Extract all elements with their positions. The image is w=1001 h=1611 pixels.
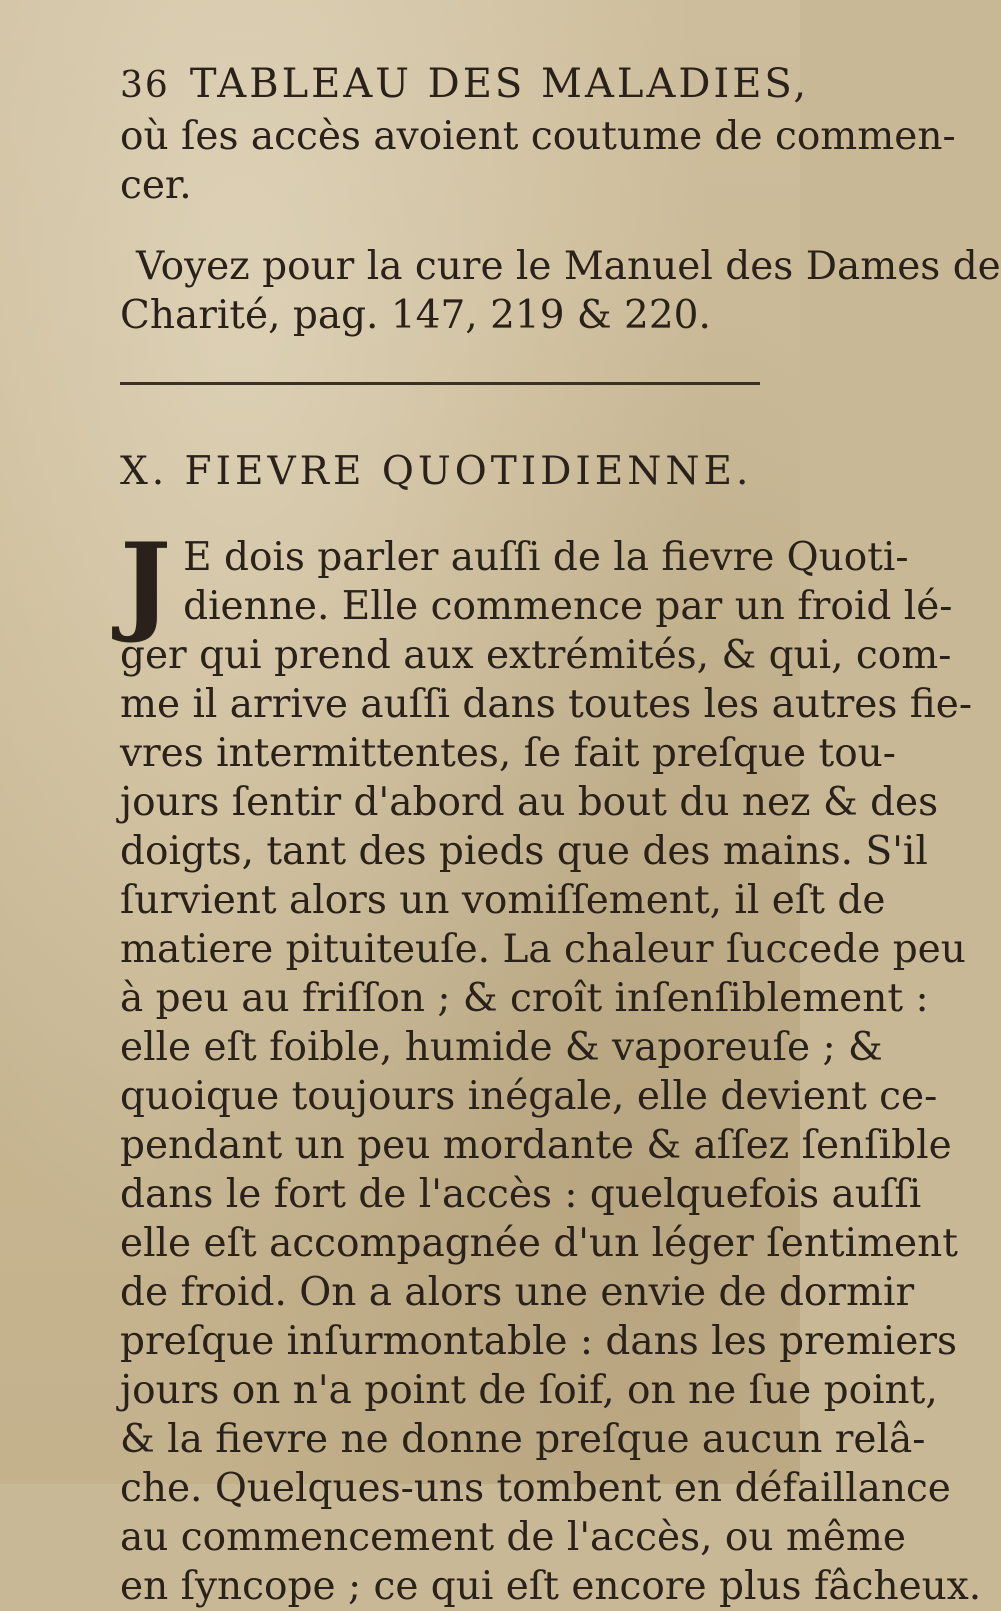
drop-cap: J bbox=[120, 520, 172, 646]
text-line: cer. bbox=[120, 163, 192, 208]
text-line: ſurvient alors un vomiſſement, il eſt de bbox=[120, 878, 886, 923]
text-line: Voyez pour la cure le Manuel des Dames de bbox=[136, 244, 1001, 289]
text-line: me il arrive auſſi dans toutes les autres fie- bbox=[120, 682, 973, 727]
text-line: & la fievre ne donne preſque aucun relâ- bbox=[120, 1417, 926, 1462]
body-paragraph bbox=[120, 520, 982, 1611]
text-line: jours ſentir d'abord au bout du nez & des bbox=[120, 780, 939, 825]
text-line: dienne. Elle commence par un froid lé- bbox=[183, 584, 953, 629]
text-line: de froid. On a alors une envie de dormir bbox=[120, 1270, 915, 1315]
intro-paragraph bbox=[120, 112, 956, 210]
text-line: en ſyncope ; ce qui eſt encore plus fâcheux. bbox=[120, 1564, 982, 1609]
text-line: che. Quelques-uns tombent en défaillance bbox=[120, 1466, 951, 1511]
page-number: 36 bbox=[120, 65, 170, 106]
text-line: jours on n'a point de ſoif, on ne ſue point, bbox=[120, 1368, 938, 1413]
cure-reference-note bbox=[120, 242, 1001, 340]
text-line: ger qui prend aux extrémités, & qui, com- bbox=[120, 633, 952, 678]
text-line: au commencement de l'accès, ou même bbox=[120, 1515, 906, 1560]
text-line: vres intermittentes, ſe fait preſque tou- bbox=[120, 731, 896, 776]
text-line: à peu au friſſon ; & croît inſenſiblement : bbox=[120, 976, 929, 1021]
text-line: matiere pituiteuſe. La chaleur ſuccede peu bbox=[120, 927, 966, 972]
text-line: dans le fort de l'accès : quelquefois auſſi bbox=[120, 1172, 922, 1217]
text-line: elle eſt foible, humide & vaporeuſe ; & bbox=[120, 1025, 883, 1070]
text-line: elle eſt accompagnée d'un léger ſentiment bbox=[120, 1221, 958, 1266]
text-line: où ſes accès avoient coutume de commen- bbox=[120, 114, 956, 159]
running-title: TABLEAU DES MALADIES, bbox=[189, 61, 810, 107]
section-divider bbox=[120, 382, 760, 385]
page-header bbox=[120, 58, 810, 112]
text-line: preſque inſurmontable : dans les premiers bbox=[120, 1319, 958, 1364]
section-title: X. FIEVRE QUOTIDIENNE. bbox=[120, 449, 753, 494]
text-line: pendant un peu mordante & aſſez ſenſible bbox=[120, 1123, 952, 1168]
text-line: doigts, tant des pieds que des mains. S'il bbox=[120, 829, 928, 874]
text-line: E dois parler auſſi de la fievre Quoti- bbox=[183, 535, 909, 580]
text-line: quoique toujours inégale, elle devient ce- bbox=[120, 1074, 938, 1119]
text-line: Charité, pag. 147, 219 & 220. bbox=[120, 293, 711, 338]
